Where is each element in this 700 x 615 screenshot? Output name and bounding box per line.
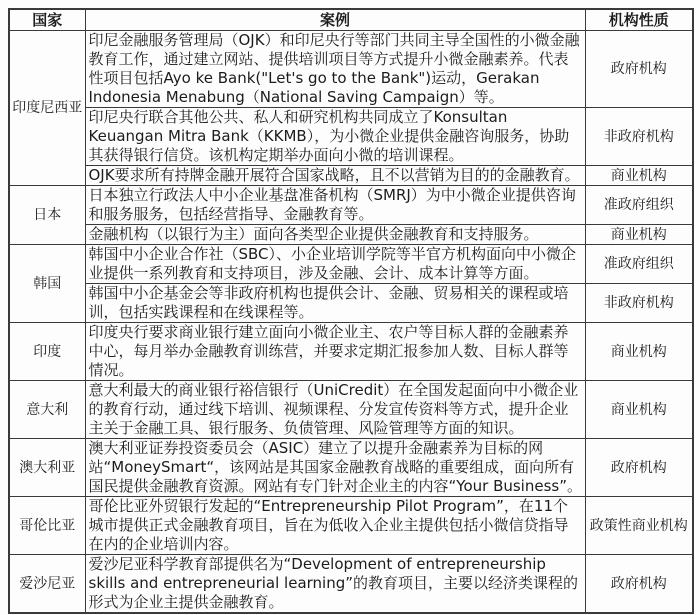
case-cell: 韩国中小企基金会等非政府机构也提供会计、金融、贸易相关的课程或培训，包括实践课程和在线课程等。	[85, 284, 585, 323]
country-cell: 韩国	[9, 245, 85, 323]
country-cell: 澳大利亚	[9, 439, 85, 497]
case-cell: 印度央行要求商业银行建立面向小微企业主、农户等目标人群的金融素养中心，每月举办金融教育训练营，并要求定期汇报参加人数、目标人群等情况。	[85, 323, 585, 381]
country-cell: 哥伦比亚	[9, 497, 85, 555]
country-cell: 爱沙尼亚	[9, 555, 85, 614]
nature-cell: 政府机构	[585, 31, 693, 108]
nature-cell: 非政府机构	[585, 284, 693, 323]
table-row	[9, 245, 693, 284]
header-row	[9, 9, 693, 31]
country-cell: 意大利	[9, 381, 85, 439]
country-cell: 印度	[9, 323, 85, 381]
table-row	[9, 323, 693, 381]
header-country: 国家	[9, 9, 85, 31]
nature-cell: 准政府组织	[585, 245, 693, 284]
table-row	[9, 166, 693, 186]
nature-cell: 政策性商业机构	[585, 497, 693, 555]
case-cell: 韩国中小企业合作社（SBC）、小企业培训学院等半官方机构面向中小微企业提供一系列教育和支持项目，涉及金融、会计、成本计算等方面。	[85, 245, 585, 284]
country-cell: 印度尼西亚	[9, 31, 85, 186]
table-row	[9, 497, 693, 555]
table-row	[9, 108, 693, 166]
table-row	[9, 439, 693, 497]
nature-cell: 政府机构	[585, 439, 693, 497]
case-cell: 金融机构（以银行为主）面向各类型企业提供金融教育和支持服务。	[85, 225, 585, 245]
table-body	[9, 31, 693, 614]
header-nature: 机构性质	[585, 9, 693, 31]
nature-cell: 商业机构	[585, 225, 693, 245]
case-cell: 印尼央行联合其他公共、私人和研究机构共同成立了Konsultan Keuangan Mitra Bank（KKMB），为小微企业提供金融咨询服务，协助其获得银行信贷。该机构定期举办面向小微的培训课程。	[85, 108, 585, 166]
table-row	[9, 284, 693, 323]
nature-cell: 商业机构	[585, 323, 693, 381]
nature-cell: 准政府组织	[585, 186, 693, 225]
case-cell: 爱沙尼亚科学教育部提供名为“Development of entrepreneurship skills and entrepreneurial learning”的教育项目，主要以经济类课程的形式为企业主提供金融教育。	[85, 555, 585, 614]
country-cell: 日本	[9, 186, 85, 245]
table-row	[9, 186, 693, 225]
nature-cell: 商业机构	[585, 381, 693, 439]
nature-cell: 非政府机构	[585, 108, 693, 166]
financial-education-cases-table	[8, 8, 694, 614]
table-row	[9, 225, 693, 245]
case-cell: 意大利最大的商业银行裕信银行（UniCredit）在全国发起面向中小微企业的教育行动，通过线下培训、视频课程、分发宣传资料等方式，提升企业主关于金融工具、银行服务、负债管理、风险管理等方面的知识。	[85, 381, 585, 439]
table-row	[9, 555, 693, 614]
nature-cell: 政府机构	[585, 555, 693, 614]
case-cell: 日本独立行政法人中小企业基盘准备机构（SMRJ）为中小微企业提供咨询和服务服务，包括经营指导、金融教育等。	[85, 186, 585, 225]
table-row	[9, 381, 693, 439]
table-row	[9, 31, 693, 108]
header-case: 案例	[85, 9, 585, 31]
case-cell: 哥伦比亚外贸银行发起的“Entrepreneurship Pilot Program”，在11个城市提供正式金融教育项目，旨在为低收入企业主提供包括小微信贷指导在内的企业培训内容。	[85, 497, 585, 555]
case-cell: 印尼金融服务管理局（OJK）和印尼央行等部门共同主导全国性的小微金融教育工作，通过建立网站、提供培训项目等方式提升小微金融素养。代表性项目包括Ayo ke Bank("Let's go to the Bank")运动，Gerakan Indonesia Menabung（National Saving Campaign）等。	[85, 31, 585, 108]
case-cell: OJK要求所有持牌金融开展符合国家战略，且不以营销为目的的金融教育。	[85, 166, 585, 186]
nature-cell: 商业机构	[585, 166, 693, 186]
case-cell: 澳大利亚证券投资委员会（ASIC）建立了以提升金融素养为目标的网站“MoneySmart“，该网站是其国家金融教育战略的重要组成，面向所有国民提供金融教育资源。网站有专门针对企业主的内容“Your Business”。	[85, 439, 585, 497]
